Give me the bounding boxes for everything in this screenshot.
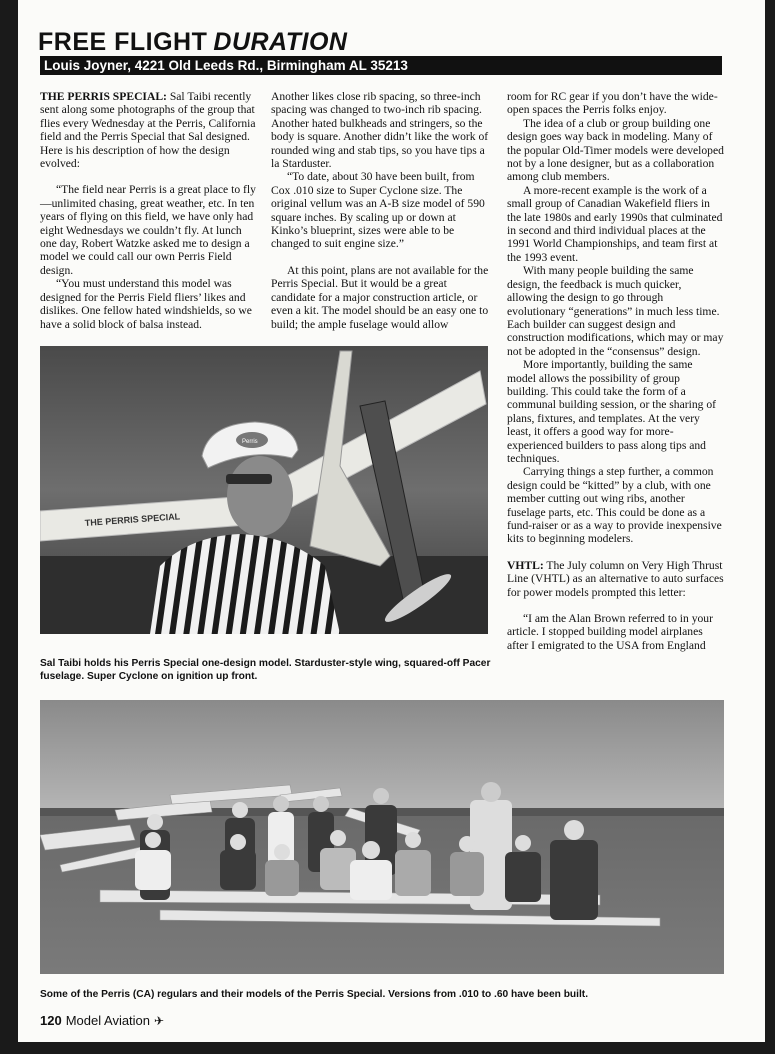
col3-paragraph-3: A more-recent example is the work of a small group of Canadian Wakefield fliers in the late 1980s and early 1990s that culminated in second and third individual places at the 1991 World Championships, and team first at the 1993 event. [507, 183, 723, 264]
col2-paragraph-1: Another likes close rib spacing, so three-inch spacing was changed to two-inch rib spacing. Another hated bulkheads and stringers, so the body is square. Another didn’t like the work of rounded wing and stab tips, so you have tips a la Starduster. [271, 90, 489, 171]
col3-paragraph-1: room for RC gear if you don’t have the wide-open spaces the Perris folks enjoy. [507, 90, 718, 117]
lead-text: Sal Taibi recently sent along some photographs of the group that flies every Wednesday at the Perris, California field and the Perris Special that Sal designed. Here is his description of how the design evolved: [40, 90, 256, 171]
photo-1-image [40, 346, 488, 634]
column-3 [507, 90, 724, 652]
col3-paragraph-5: More importantly, building the same model allows the possibility of group building. This could take the form of a communal building session, or the sharing of plans, fixtures, and templates. At the very least, it offers a good way for more-experienced builders to pass along tips and techniques. [507, 358, 716, 465]
col3-quote: “I am the Alan Brown referred to in your article. I stopped building model airplanes after I emigrated to the USA from England [507, 612, 713, 652]
vhtl-text: The July column on Very High Thrust Line (VHTL) as an alternative to auto surfaces for power models prompted this letter: [507, 558, 724, 599]
column-1 [40, 90, 258, 331]
col3-paragraph-6: Carrying things a step further, a common design could be “kitted” by a club, with one member cutting out wing ribs, another fuselage parts, etc. This could be done as a fund-raiser or as a way to provide inexpensive kits to beginning modelers. [507, 465, 722, 546]
photo-2-caption: Some of the Perris (CA) regulars and their models of the Perris Special. Versions from .010 to .60 have been built. [40, 989, 589, 1000]
col3-paragraph-4: With many people building the same design, the feedback is much quicker, allowing the design to go through evolutionary “generations” in much less time. Each builder can suggest design and construction modifications, which may or may not be adopted in the “consensus” design. [507, 264, 724, 358]
lead-heading: THE PERRIS SPECIAL: [40, 90, 167, 103]
wing-lettering: THE PERRIS SPECIAL [84, 511, 181, 528]
page-title [38, 28, 347, 57]
title-italic: DURATION [213, 28, 348, 56]
title-main: FREE FLIGHT [38, 28, 208, 56]
col3-paragraph-2: The idea of a club or group building one design goes way back in modeling. Many of the popular Old-Timer models were developed not by a lone designer, but as a collaboration among club members. [507, 116, 724, 184]
page-footer [40, 1013, 164, 1028]
magazine-name: Model Aviation [65, 1013, 151, 1028]
photo-group [40, 700, 724, 974]
quote-paragraph-2: “You must understand this model was designed for the Perris Field fliers’ likes and dislikes. One fellow hated windshields, so we have a solid block of balsa instead. [40, 277, 252, 331]
quote-paragraph-1: “The field near Perris is a great place to fly—unlimited chasing, great weather, etc. In ten years of flying on this field, we have only had eight Wednesdays we couldn’t fly. At lunch one day, Robert Watzke asked me to design a model we could call our own Perris Field design. [40, 183, 256, 277]
page-number: 120 [40, 1013, 62, 1028]
cap-lettering: Perris [242, 439, 258, 445]
col2-paragraph-2: “To date, about 30 have been built, from Cox .010 size to Super Cyclone size. The original vellum was an A-B size model of 590 square inches. By scaling up or down at Kinko’s blueprint, sizes were able to be changed to suit engine size.” [271, 170, 485, 251]
vhtl-heading: VHTL: [507, 558, 544, 572]
face [227, 456, 293, 536]
author-bar: Louis Joyner, 4221 Old Leeds Rd., Birmingham AL 35213 [40, 56, 722, 75]
photo-2-image [40, 700, 724, 974]
column-2 [271, 90, 490, 331]
airplane-icon: ✈ [154, 1014, 165, 1028]
glasses [226, 474, 272, 484]
photo-sal-taibi [40, 346, 488, 634]
photo-1-caption: Sal Taibi holds his Perris Special one-design model. Starduster-style wing, squared-off Pacer fuselage. Super Cyclone on ignition up front. [40, 658, 491, 682]
col2-paragraph-3: At this point, plans are not available for the Perris Special. But it would be a great candidate for a major construction article, or even a kit. The model should be an easy one to build; the ample fuselage would allow [271, 263, 489, 331]
